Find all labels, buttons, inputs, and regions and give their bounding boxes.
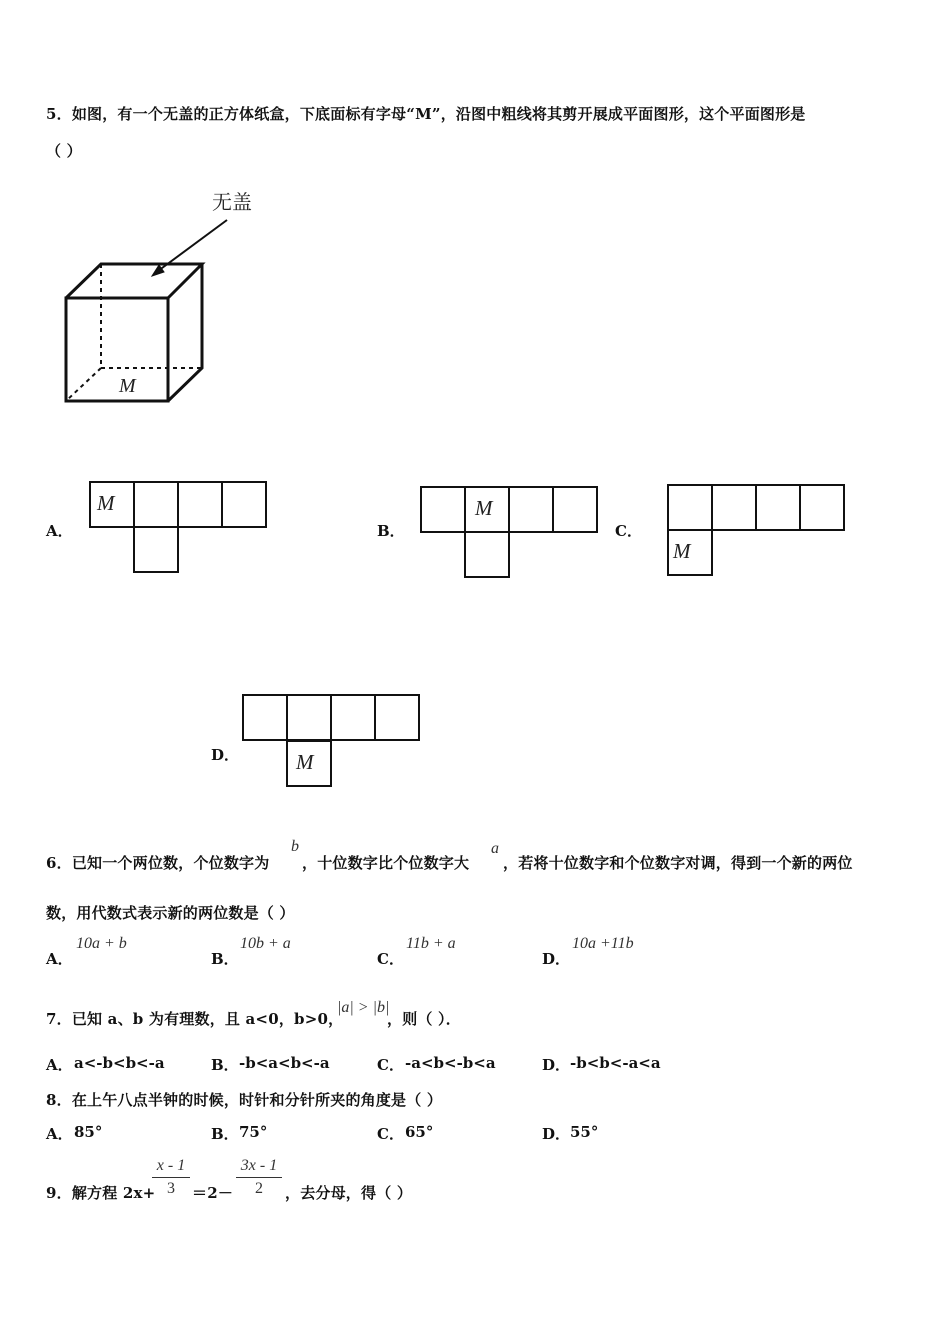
question-6-part1: 6．已知一个两位数，个位数字为 <box>46 854 270 872</box>
fraction-1-denominator: 3 <box>167 1180 175 1197</box>
var-a: a <box>491 840 499 857</box>
q6-option-a-expr[interactable]: 10a + b <box>76 935 127 952</box>
q8-option-b-text[interactable]: 75° <box>239 1123 268 1141</box>
q6-option-a-key[interactable]: A． <box>46 950 73 968</box>
net-square <box>464 531 510 578</box>
q8-option-d-key[interactable]: D． <box>542 1125 571 1143</box>
fraction-1-bar <box>152 1177 190 1178</box>
question-5-text: 5．如图，有一个无盖的正方体纸盒，下底面标有字母“M”，沿图中粗线将其剪开展成平面图形，这个平面图形是 <box>46 105 806 123</box>
question-7-part1: 7．已知 a、b 为有理数，且 a<0，b>0， <box>46 1010 344 1028</box>
q7-option-c-text[interactable]: -a<b<-b<a <box>405 1054 496 1072</box>
cube-figure <box>40 180 280 420</box>
question-5-paren: （ ） <box>46 142 82 160</box>
question-6-line2: 数，用代数式表示新的两位数是（ ） <box>46 904 295 922</box>
question-6-part3: ，若将十位数字和个位数字对调，得到一个新的两位 <box>503 854 853 872</box>
option-a-net[interactable] <box>89 481 269 576</box>
q8-option-a-key[interactable]: A． <box>46 1125 73 1143</box>
lid-label: 无盖 <box>212 190 252 214</box>
question-8-text: 8．在上午八点半钟的时候，时针和分针所夹的角度是（ ） <box>46 1091 443 1109</box>
net-square <box>799 484 845 531</box>
question-9-part2: ，去分母，得（ ） <box>285 1184 413 1202</box>
q7-option-d-key[interactable]: D． <box>542 1056 571 1074</box>
fraction-1-numerator: x - 1 <box>156 1157 186 1174</box>
net-square <box>374 694 420 741</box>
q6-option-b-expr[interactable]: 10b + a <box>240 935 291 952</box>
net-square <box>420 486 466 533</box>
abs-condition: |a| > |b| <box>337 999 390 1016</box>
net-square <box>508 486 554 533</box>
net-square <box>133 526 179 573</box>
option-b-net[interactable] <box>420 486 600 581</box>
q7-option-b-key[interactable]: B． <box>211 1056 239 1074</box>
q6-option-d-key[interactable]: D． <box>542 950 571 968</box>
fraction-1 <box>152 1157 190 1198</box>
net-square <box>177 481 223 528</box>
fraction-2-bar <box>236 1177 282 1178</box>
net-m-label: M <box>475 496 493 520</box>
fraction-2-numerator: 3x - 1 <box>240 1157 278 1174</box>
net-m-label: M <box>296 750 314 774</box>
question-6-part2: ，十位数字比个位数字大 <box>302 854 470 872</box>
net-square <box>330 694 376 741</box>
option-a-key[interactable]: A． <box>46 522 73 540</box>
net-square <box>286 694 332 741</box>
option-c-key[interactable]: C． <box>615 522 642 540</box>
bottom-label: M <box>119 375 136 397</box>
net-square <box>221 481 267 528</box>
net-m-label: M <box>673 539 691 563</box>
q8-option-b-key[interactable]: B． <box>211 1125 239 1143</box>
q6-option-b-key[interactable]: B． <box>211 950 239 968</box>
net-square <box>133 481 179 528</box>
cube-drawing <box>40 180 280 420</box>
fraction-2 <box>236 1157 282 1198</box>
question-7-part2: ，则（ ）． <box>387 1010 461 1028</box>
q7-option-c-key[interactable]: C． <box>377 1056 404 1074</box>
option-b-key[interactable]: B． <box>377 522 405 540</box>
q6-option-c-expr[interactable]: 11b + a <box>406 935 456 952</box>
net-square <box>667 484 713 531</box>
net-square <box>711 484 757 531</box>
net-square <box>755 484 801 531</box>
q8-option-c-text[interactable]: 65° <box>405 1123 434 1141</box>
q8-option-a-text[interactable]: 85° <box>74 1123 103 1141</box>
q6-option-d-expr[interactable]: 10a +11b <box>572 935 634 952</box>
net-square <box>242 694 288 741</box>
var-b: b <box>291 838 299 855</box>
net-m-label: M <box>97 491 115 515</box>
question-9-part1: 9．解方程 2x+ <box>46 1184 156 1202</box>
q6-option-c-key[interactable]: C． <box>377 950 404 968</box>
q7-option-d-text[interactable]: -b<b<-a<a <box>570 1054 661 1072</box>
fraction-2-denominator: 2 <box>255 1180 263 1197</box>
q7-option-a-text[interactable]: a<-b<b<-a <box>74 1054 165 1072</box>
question-9-mid: ＝2－ <box>192 1184 234 1202</box>
q8-option-d-text[interactable]: 55° <box>570 1123 599 1141</box>
net-square <box>552 486 598 533</box>
q7-option-b-text[interactable]: -b<a<b<-a <box>239 1054 330 1072</box>
q8-option-c-key[interactable]: C． <box>377 1125 404 1143</box>
q7-option-a-key[interactable]: A． <box>46 1056 73 1074</box>
option-d-key[interactable]: D． <box>211 746 240 764</box>
option-d-net[interactable] <box>242 694 422 790</box>
option-c-net[interactable] <box>667 484 847 579</box>
